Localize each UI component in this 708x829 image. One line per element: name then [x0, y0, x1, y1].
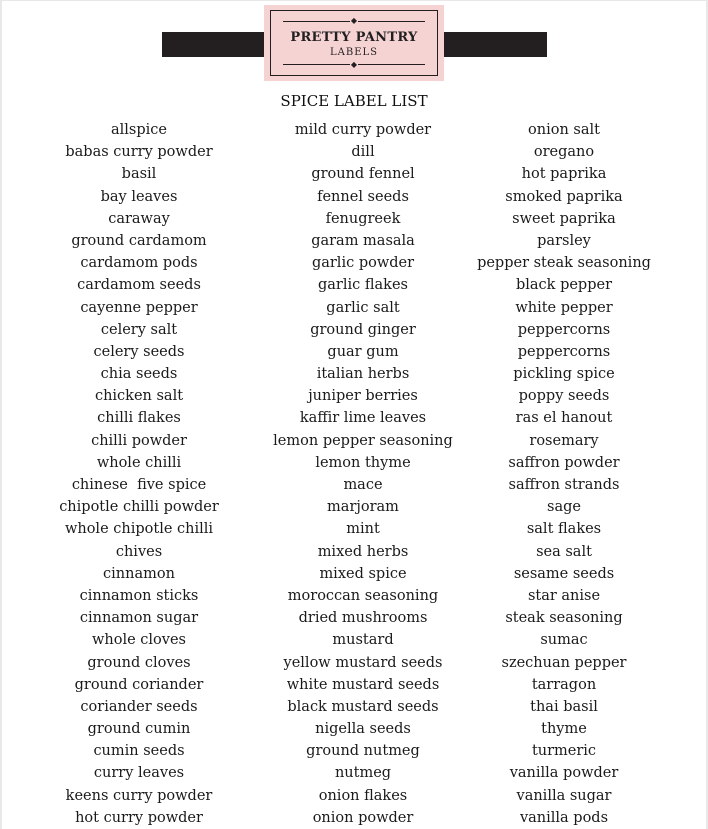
spice-list-item: ras el hanout [515, 410, 613, 427]
logo-subtitle: LABELS [329, 47, 378, 58]
spice-list-item: moroccan seasoning [287, 587, 439, 604]
spice-list-item: mixed herbs [317, 543, 409, 560]
spice-list-item: chinese five spice [71, 477, 207, 493]
spice-list-item: sea salt [536, 543, 592, 560]
spice-list-item: bay leaves [100, 188, 178, 205]
diamond-ornament-icon: ◆ [350, 16, 358, 25]
spice-list-item: cardamom seeds [77, 277, 201, 294]
spice-list-item: peppercorns [517, 343, 611, 360]
spice-list-item: italian herbs [316, 366, 410, 383]
spice-list-item: lemon pepper seasoning [273, 432, 453, 449]
page-heading: SPICE LABEL LIST [280, 92, 428, 110]
logo-frame [270, 10, 438, 76]
spice-list-item: onion powder [312, 809, 414, 826]
spice-list-item: fennel seeds [317, 188, 409, 205]
diamond-ornament-icon: ◆ [350, 60, 358, 69]
logo-title: PRETTY PANTRY [290, 30, 418, 45]
spice-list-item: ground cardamom [71, 232, 207, 249]
spice-list-item: cinnamon sugar [79, 610, 199, 627]
spice-list-item: cinnamon [103, 565, 175, 582]
spice-list-item: caraway [108, 210, 170, 227]
spice-list-item: pepper steak seasoning [477, 255, 651, 272]
spice-list-item: whole chipotle chilli [64, 521, 214, 538]
spice-list-item: garlic powder [311, 255, 415, 272]
spice-list-item: sweet paprika [512, 210, 616, 227]
spice-list-item: black pepper [515, 277, 613, 294]
spice-list-item: lemon thyme [315, 454, 411, 471]
spice-list-item: coriander seeds [80, 698, 198, 715]
spice-list-item: ground coriander [74, 676, 204, 693]
spice-list-item: mint [346, 521, 380, 538]
spice-list-item: white pepper [515, 299, 613, 316]
spice-list-item: turmeric [531, 743, 597, 760]
spice-list-item: smoked paprika [505, 188, 623, 205]
spice-list-item: garam masala [311, 232, 415, 249]
spice-list-item: celery seeds [93, 343, 185, 360]
spice-list-item: fenugreek [325, 210, 401, 227]
spice-list-item: nutmeg [334, 765, 392, 782]
spice-list-item: guar gum [327, 343, 399, 360]
spice-list-item: chipotle chilli powder [59, 499, 219, 516]
spice-list-item: sumac [540, 632, 588, 649]
spice-list-item: celery salt [100, 321, 178, 338]
spice-list-item: cinnamon sticks [79, 587, 199, 604]
spice-list-item: juniper berries [308, 388, 418, 405]
spice-list-item: dill [351, 144, 375, 161]
spice-list-item: ground cloves [87, 654, 191, 671]
spice-list-item: thai basil [530, 698, 598, 715]
spice-list-item: keens curry powder [65, 787, 213, 804]
brand-logo [264, 5, 444, 81]
spice-list-item: rosemary [529, 432, 599, 449]
spice-list-item: peppercorns [517, 321, 611, 338]
spice-list-item: vanilla powder [509, 765, 619, 782]
spice-list-item: mixed spice [319, 565, 407, 582]
spice-list-item: babas curry powder [65, 144, 213, 161]
spice-list-item: chicken salt [94, 388, 184, 405]
spice-list-item: szechuan pepper [501, 654, 627, 671]
spice-list-item: vanilla pods [519, 809, 609, 826]
spice-list-item: onion flakes [318, 787, 408, 804]
spice-list-item: chilli flakes [97, 410, 181, 427]
header-bar-right [442, 32, 547, 57]
spice-list-item: ground nutmeg [306, 743, 420, 760]
spice-list-item: curry leaves [93, 765, 185, 782]
spice-list-item: hot curry powder [75, 809, 203, 826]
spice-list-item: steak seasoning [505, 610, 623, 627]
header-bar-left [162, 32, 272, 57]
spice-list-item: saffron powder [508, 454, 620, 471]
spice-list-item: yellow mustard seeds [283, 654, 443, 671]
spice-list-item: allspice [111, 122, 167, 138]
spice-list-item: thyme [541, 721, 587, 738]
spice-list-item: cumin seeds [93, 743, 185, 760]
spice-list-item: dried mushrooms [298, 610, 428, 627]
spice-list-item: cardamom pods [80, 255, 198, 272]
spice-list-item: basil [121, 166, 157, 183]
spice-list-item: whole chilli [96, 454, 182, 471]
spice-list-item: poppy seeds [518, 388, 610, 405]
spice-list-item: ground fennel [311, 166, 415, 183]
spice-list-item: garlic flakes [318, 277, 408, 294]
spice-list-item: marjoram [327, 499, 399, 516]
spice-list-item: kaffir lime leaves [299, 410, 427, 427]
spice-list-item: mace [343, 477, 383, 493]
spice-list-item: white mustard seeds [286, 676, 440, 693]
spice-list-item: black mustard seeds [287, 698, 439, 715]
spice-list-item: sage [547, 499, 581, 516]
spice-list-item: pickling spice [513, 366, 615, 383]
spice-list-item: hot paprika [521, 166, 607, 183]
spice-column-3 [444, 119, 684, 829]
spice-list-item: saffron strands [508, 477, 620, 493]
spice-list-item: garlic salt [326, 299, 400, 316]
spice-list-item: salt flakes [526, 521, 602, 538]
spice-list-item: parsley [537, 232, 591, 249]
spice-list-item: nigella seeds [315, 721, 411, 738]
spice-list-item: chives [115, 543, 163, 560]
spice-column-1 [19, 119, 259, 829]
spice-list-item: mustard [332, 632, 394, 649]
spice-list-item: chia seeds [100, 366, 178, 383]
spice-list-item: mild curry powder [294, 122, 432, 138]
spice-list-item: oregano [533, 144, 595, 161]
spice-list-item: tarragon [531, 676, 597, 693]
spice-list-item: cayenne pepper [80, 299, 198, 316]
spice-list-item: sesame seeds [513, 565, 615, 582]
spice-list-item: ground ginger [310, 321, 416, 338]
spice-list-item: whole cloves [91, 632, 186, 649]
document-page [2, 1, 706, 829]
spice-list-item: ground cumin [87, 721, 191, 738]
spice-list-item: star anise [527, 587, 601, 604]
spice-list-item: chilli powder [91, 432, 187, 449]
spice-list-item: onion salt [528, 122, 600, 138]
spice-list-item: vanilla sugar [516, 787, 612, 804]
